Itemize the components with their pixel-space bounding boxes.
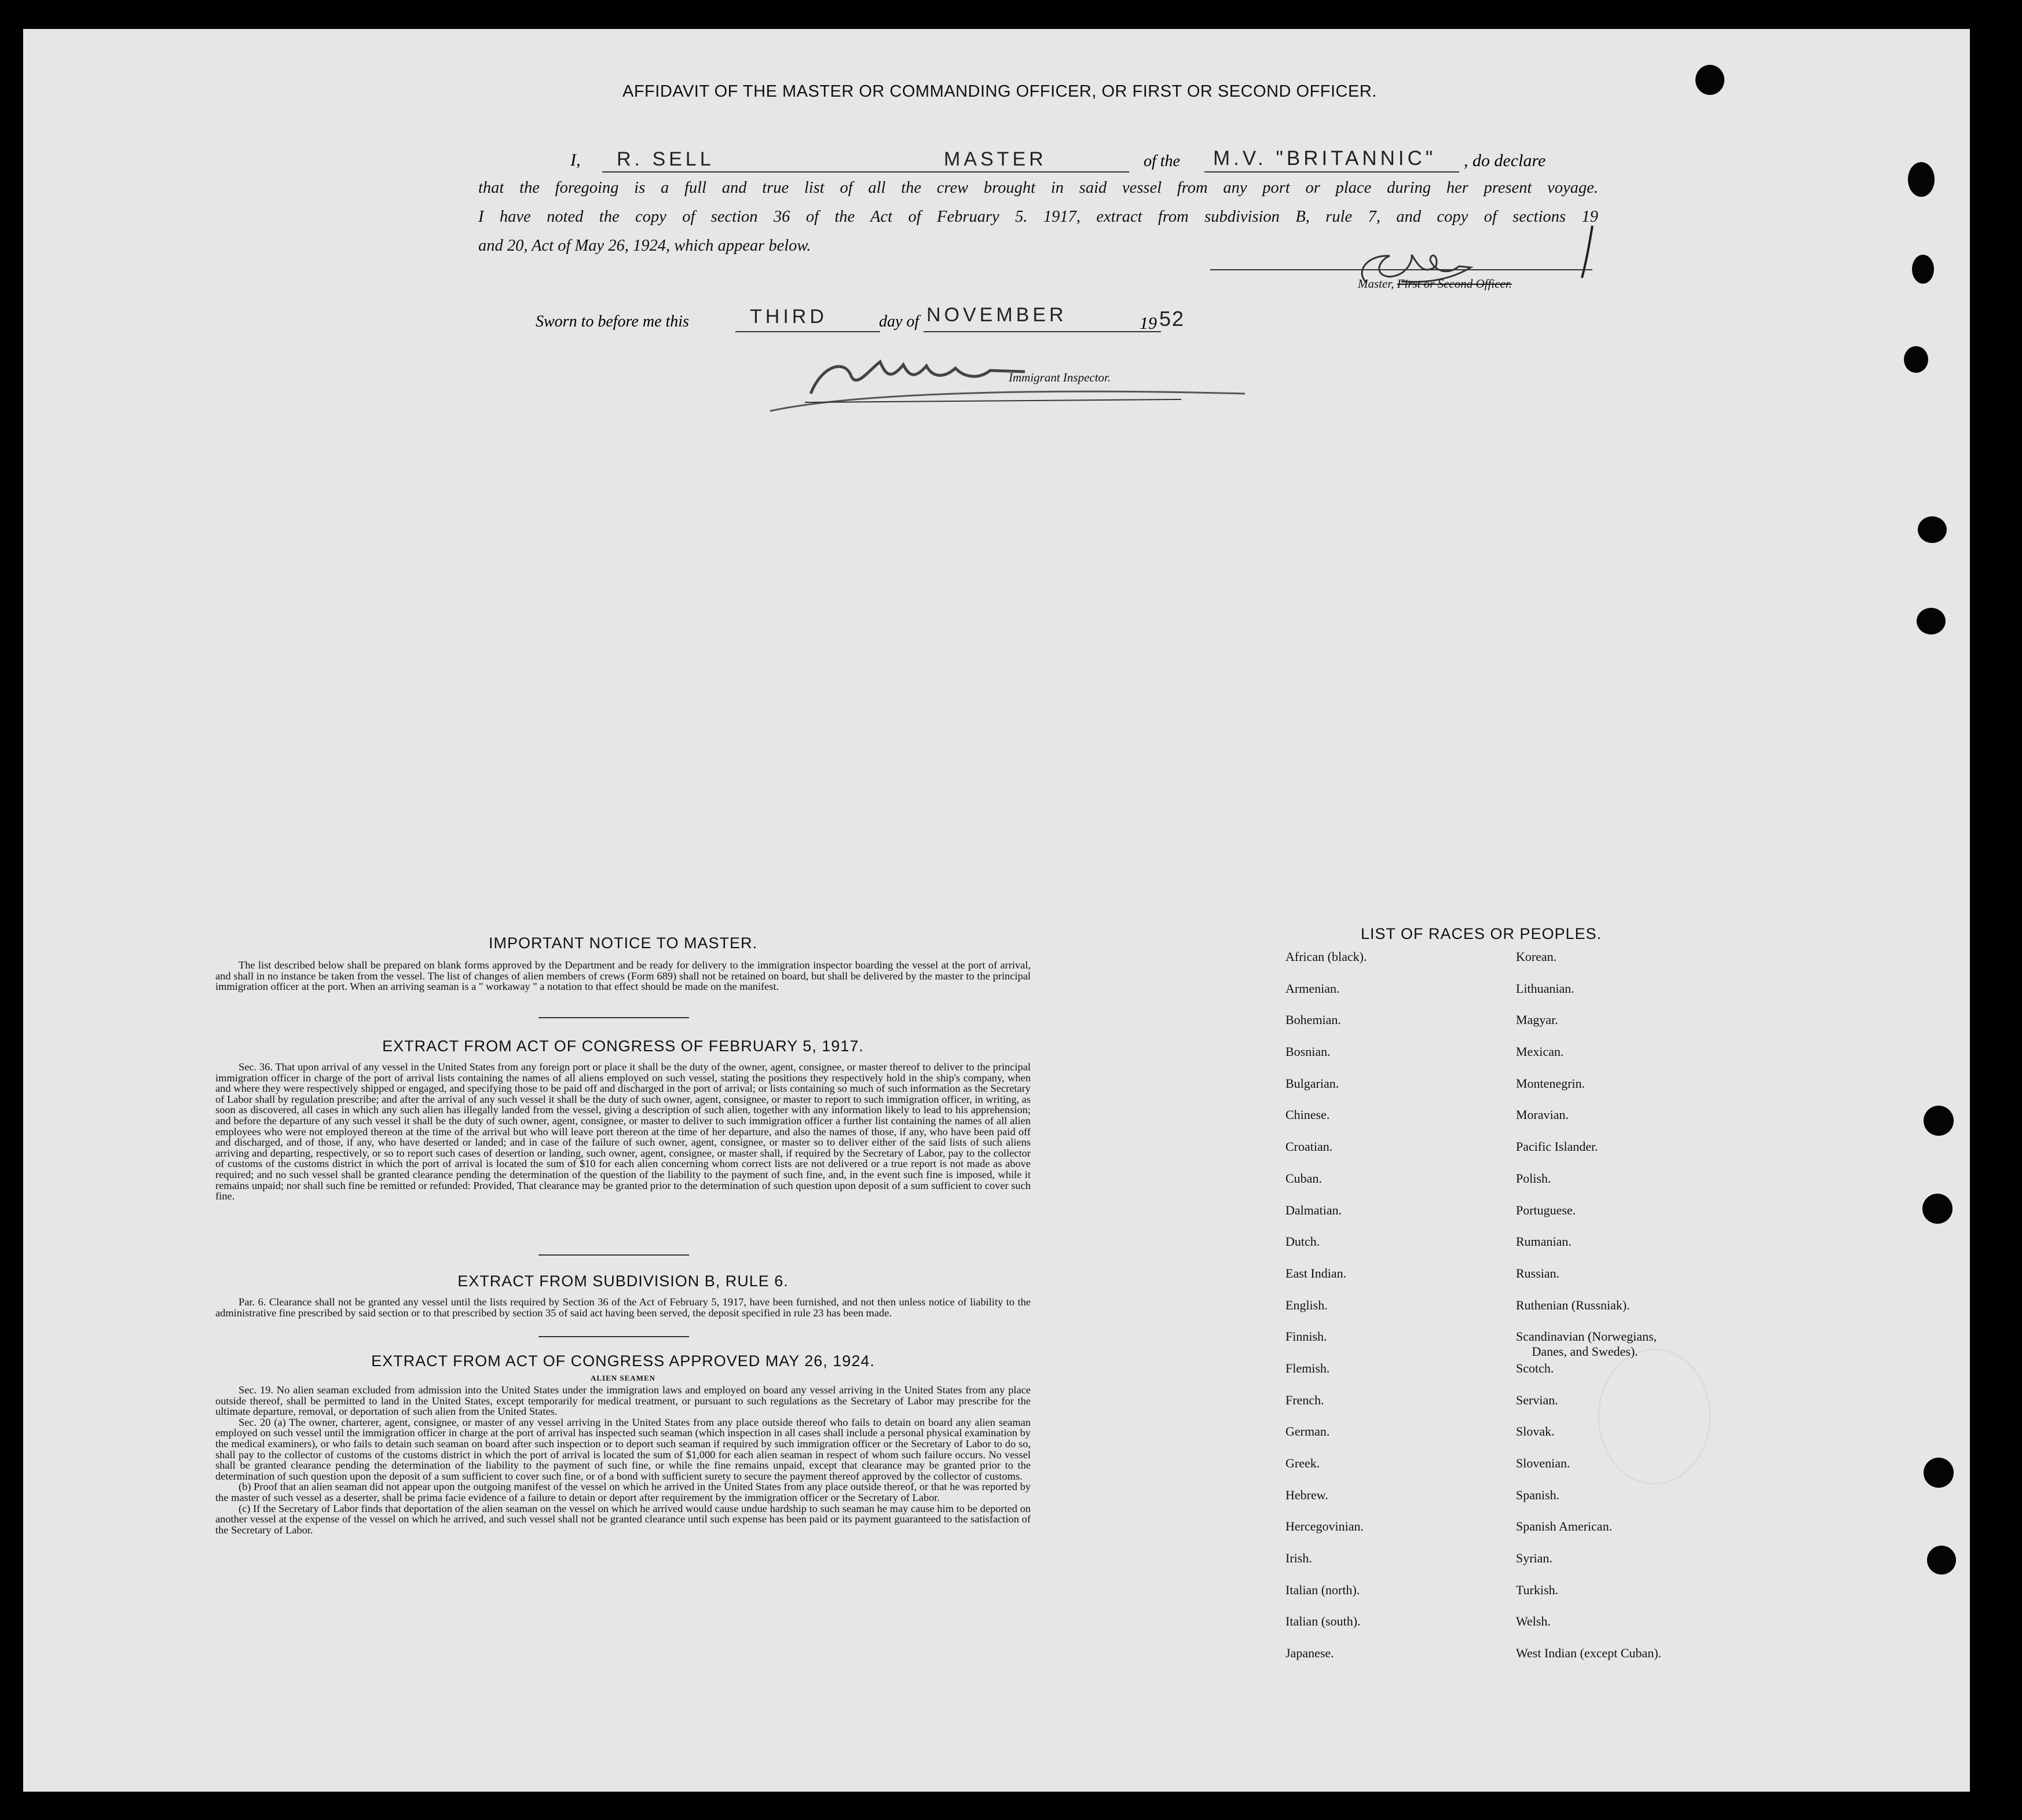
race-item: Bosnian. — [1285, 1044, 1331, 1059]
races-title: LIST OF RACES OR PEOPLES. — [1361, 925, 1602, 942]
race-item: Moravian. — [1516, 1107, 1569, 1122]
race-item: Dalmatian. — [1285, 1202, 1342, 1217]
binder-hole — [1922, 1194, 1953, 1224]
binder-hole — [1912, 255, 1934, 284]
race-item: Scandinavian (Norwegians, Danes, and Swedes). — [1516, 1329, 1657, 1359]
day-of-label: day of — [879, 313, 920, 331]
sec-20c-text: (c) If the Secretary of Labor finds that deportation of the alien seaman on the vessel on which he arrived would cause undue hardship to such seaman he may cause him to be deported on another vessel at the expense of the vessel on which he arrived, and such vessel shall not be granted clearance until such expense has been paid or its payment guaranteed to the satisfaction of the Secretary of Labor. — [215, 1502, 1031, 1536]
extract-1924-body — [215, 1385, 1031, 1535]
month-value: NOVEMBER — [926, 304, 1067, 326]
signer-caption-master: Master, — [1358, 277, 1394, 291]
binder-hole — [1924, 1106, 1954, 1136]
rule-1 — [539, 1017, 689, 1018]
binder-hole — [1918, 516, 1947, 543]
vessel-line — [1204, 171, 1459, 173]
race-item: Syrian. — [1516, 1551, 1552, 1566]
extract-1917-title: EXTRACT FROM ACT OF CONGRESS OF FEBRUARY 5, 1917. — [382, 1037, 864, 1055]
sec-19-text: Sec. 19. No alien seaman excluded from admission into the United States under the immigration laws and employed on board any vessel arriving in the United States from any place outside thereof, shall be permitted to land in the United States, except temporarily for medical treatment, or pursuant to such regulations as the Secretary of Labor may prescribe for the ultimate departure, removal, or deportation of such alien from the United States. — [215, 1384, 1031, 1418]
faint-stamp — [1598, 1349, 1710, 1484]
race-item: Servian. — [1516, 1392, 1558, 1407]
binder-hole — [1917, 608, 1946, 634]
binder-hole — [1927, 1546, 1956, 1575]
day-value: THIRD — [750, 306, 827, 328]
document-page — [23, 29, 1970, 1792]
year-value: 52 — [1159, 307, 1185, 331]
sec-20a-text: Sec. 20 (a) The owner, charterer, agent, consignee, or master of any vessel arriving in the United States from any place outside thereof who fails to detain on board any alien seaman employed on such vessel until the immigration officer in charge at the port of arrival has inspected such seaman (which inspection in all cases shall include a personal physical examination by the medical examiners), or who fails to detain such seaman on board after such inspection or to deport such seaman if required by such immigration officer or the Secretary of Labor to do so, shall pay to the collector of customs of the customs district in which the port of arrival is located the sum of $1,000 for each alien seaman in respect of whom such failure occurs. No vessel shall be granted clearance pending the determination of the liability to the payment of such fine, or while the fine remains unpaid, except that clearance may be granted prior to the determination of such question upon the deposit of a sum sufficient to cover such fine, or of a bond with sufficient surety to secure the payment thereof approved by the collector of customs. — [215, 1416, 1031, 1482]
sec-20b-text: (b) Proof that an alien seaman did not appear upon the outgoing manifest of the vessel on which he arrived in the United States from any place outside thereof, or that he was reported by the master of such vessel as a deserter, shall be prima facie evidence of a failure to detain or deport after requirement by the immigration officer or the Secretary of Labor. — [215, 1481, 1031, 1503]
race-item: Pacific Islander. — [1516, 1139, 1598, 1154]
affidavit-line-2: that the foregoing is a full and true list of all the crew brought in said vessel from any port or place during her present voyage. — [478, 179, 1598, 197]
race-item: Irish. — [1285, 1551, 1312, 1566]
rule-3 — [539, 1336, 689, 1337]
rank-value: MASTER — [944, 148, 1047, 170]
extract-subdivision-title: EXTRACT FROM SUBDIVISION B, RULE 6. — [457, 1272, 789, 1290]
race-item: Russian. — [1516, 1265, 1560, 1280]
race-item: Magyar. — [1516, 1012, 1558, 1028]
race-item: Hercegovinian. — [1285, 1519, 1364, 1534]
races-left-column — [1285, 949, 1367, 1678]
rule-2 — [539, 1254, 689, 1256]
signer-caption-struck: First or Second Officer. — [1397, 277, 1512, 291]
do-declare-label: , do declare — [1464, 151, 1546, 170]
binder-hole — [1924, 1458, 1954, 1488]
affidavit-heading: AFFIDAVIT OF THE MASTER OR COMMANDING OFFICER, OR FIRST OR SECOND OFFICER. — [622, 82, 1377, 101]
race-item: Dutch. — [1285, 1234, 1320, 1249]
race-item: Montenegrin. — [1516, 1076, 1585, 1091]
race-item: Italian (south). — [1285, 1614, 1361, 1629]
extract-subdivision-text: Par. 6. Clearance shall not be granted any vessel until the lists required by Section 36 of the Act of February 5, 1917, have been furnished, and not then unless notice of liability to the administrative fine prescribed by said section or to that prescribed by section 35 of said act having been served, the deposit specified in rule 23 has been made. — [215, 1296, 1031, 1319]
race-item: German. — [1285, 1424, 1330, 1439]
affidavit-line-4: and 20, Act of May 26, 1924, which appear below. — [478, 237, 811, 255]
race-item: Portuguese. — [1516, 1202, 1576, 1217]
race-item: Korean. — [1516, 949, 1557, 964]
extract-1924-subtitle: ALIEN SEAMEN — [590, 1374, 656, 1382]
binder-hole — [1908, 162, 1935, 197]
race-item: French. — [1285, 1392, 1324, 1407]
master-signature-line — [1210, 269, 1592, 270]
race-item: Polish. — [1516, 1170, 1551, 1186]
year-prefix: 19 — [1140, 314, 1157, 333]
race-item: Cuban. — [1285, 1170, 1322, 1186]
name-value: R. SELL — [617, 148, 715, 170]
race-item: Flemish. — [1285, 1360, 1330, 1375]
race-item: Spanish. — [1516, 1487, 1560, 1502]
race-item: Armenian. — [1285, 981, 1340, 996]
binder-hole — [1695, 65, 1724, 95]
i-label: I, — [570, 151, 581, 170]
races-right-column — [1516, 949, 1661, 1678]
binder-hole — [1904, 346, 1928, 373]
race-item: West Indian (except Cuban). — [1516, 1646, 1662, 1661]
race-item: Italian (north). — [1285, 1582, 1360, 1597]
race-item: Turkish. — [1516, 1582, 1559, 1597]
race-item: Greek. — [1285, 1456, 1320, 1470]
race-item: Finnish. — [1285, 1329, 1327, 1344]
race-item: Hebrew. — [1285, 1487, 1328, 1502]
race-item: Welsh. — [1516, 1614, 1551, 1629]
race-item: Bulgarian. — [1285, 1076, 1339, 1091]
notice-title: IMPORTANT NOTICE TO MASTER. — [488, 934, 758, 952]
race-item: Lithuanian. — [1516, 981, 1574, 996]
vessel-value: M.V. "BRITANNIC" — [1213, 147, 1437, 170]
race-item: Chinese. — [1285, 1107, 1330, 1122]
race-item: Ruthenian (Russniak). — [1516, 1297, 1630, 1312]
race-item: Slovak. — [1516, 1424, 1555, 1439]
race-item: Croatian. — [1285, 1139, 1333, 1154]
race-item: Spanish American. — [1516, 1519, 1613, 1534]
affidavit-line-3: I have noted the copy of section 36 of the Act of February 5. 1917, extract from subdivision B, rule 7, and copy of sections 19 — [478, 208, 1598, 226]
race-item: Japanese. — [1285, 1646, 1334, 1661]
inspector-signature — [735, 330, 1257, 423]
name-rank-line — [602, 171, 1129, 173]
race-item: African (black). — [1285, 949, 1367, 964]
race-item: Mexican. — [1516, 1044, 1564, 1059]
of-the-label: of the — [1144, 152, 1180, 170]
race-item: English. — [1285, 1297, 1328, 1312]
race-item: Rumanian. — [1516, 1234, 1572, 1249]
extract-1917-text: Sec. 36. That upon arrival of any vessel in the United States from any foreign port or place it shall be the duty of the owner, agent, consignee, or master thereof to deliver to the principal immigration officer in charge of the port of arrival lists containing the names of all aliens employed on such vessel, stating the positions they respectively hold in the ship's company, when and where they were respectively shipped or engaged, and specifying those to be paid off and discharged in the port of arrival; or lists containing so much of such information as the Secretary of Labor shall by regulation prescribe; and after the arrival of any such vessel it shall be the duty of such owner, agent, consignee, or master to report to such immigration officer, in writing, as soon as discovered, all cases in which any such alien has illegally landed from the vessel, giving a description of such alien, together with any information likely to lead to his apprehension; and before the departure of any such vessel it shall be the duty of such owner, agent, consignee, or master to deliver to such immigration officer a further list containing the names of all alien employees who were not employed thereon at the time of the arrival but who will leave port thereon at the time of her departure, and also the names of those, if any, who have been paid off and discharged, and of those, if any, who have deserted or landed; and in case of the failure of such owner, agent, consignee, or master so to deliver either of the said lists of such aliens arriving and departing, respectively, or so to report such cases of desertion or landing, such owner, agent, consignee, or master shall, if required by the Secretary of Labor, pay to the collector of customs of the customs district in which the port of arrival is located the sum of $10 for each alien concerning whom correct lists are not delivered or a true report is not made as above required; and no such vessel shall be granted clearance pending the determination of the question of the liability to the payment of such fine, and, in the event such fine is imposed, while it remains unpaid; nor shall such fine be remitted or refunded: Provided, That clearance may be granted prior to the determination of such question upon deposit of a sum sufficient to cover such fine. — [215, 1061, 1031, 1202]
extract-1924-title: EXTRACT FROM ACT OF CONGRESS APPROVED MAY 26, 1924. — [371, 1352, 875, 1370]
race-item: Scotch. — [1516, 1360, 1554, 1375]
sworn-label: Sworn to before me this — [536, 313, 689, 331]
race-item: East Indian. — [1285, 1265, 1347, 1280]
race-item: Slovenian. — [1516, 1456, 1570, 1470]
notice-text: The list described below shall be prepared on blank forms approved by the Department and be ready for delivery to the immigration inspector boarding the vessel at the port of arrival, and shall in no instance be taken from the vessel. The list of changes of alien members of crews (Form 689) shall not be retained on board, but shall be delivered by the master to the principal immigration officer at the port. When an arriving seaman is a " workaway " a notation to that effect should be made on the manifest. — [215, 959, 1031, 993]
race-item: Bohemian. — [1285, 1012, 1341, 1028]
signer-caption — [1358, 277, 1512, 291]
inspector-caption: Immigrant Inspector. — [1009, 370, 1111, 384]
